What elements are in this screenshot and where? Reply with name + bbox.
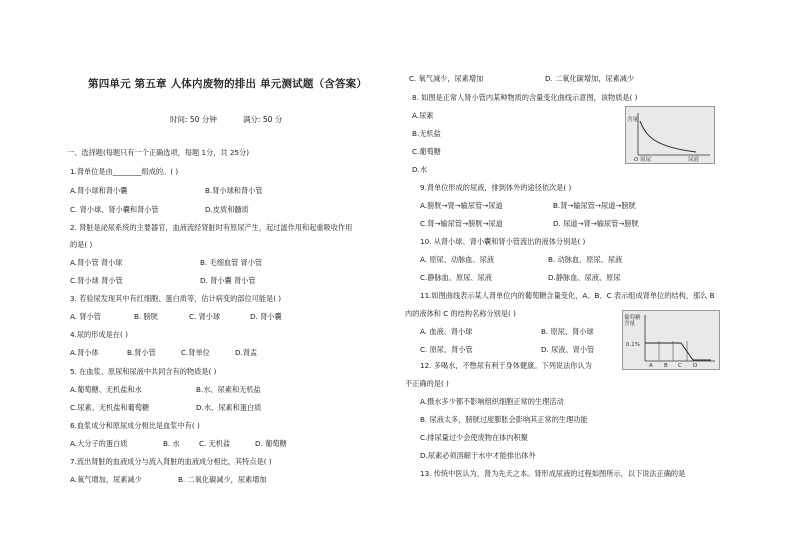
q8-x-end: 尿液 (688, 157, 700, 163)
question-2-cont: 的是( ) (70, 240, 93, 249)
option: D. 尿液、肾小管 (541, 345, 595, 354)
option: B.肾→输尿管→尿道→膀胱 (553, 201, 636, 210)
option: D. 肾小囊 肾小管 (200, 276, 256, 285)
option: C. 肾小球 (189, 312, 221, 321)
option: C.葡萄糖 (412, 147, 441, 156)
q11-tick-d: D (693, 363, 698, 369)
option: B.肾小管 (127, 348, 156, 357)
question-4: 4.尿的形成是在( ) (70, 330, 128, 339)
question-11: 11.如图曲线表示某人肾单位内的葡萄糖含量变化，A、B、C 表示组成肾单位的结构，那么 B (420, 291, 715, 300)
option: C.肾小球 肾小管 (70, 276, 123, 285)
question-13: 13. 传统中医认为，肾为先天之本。肾形成尿液的过程如图所示，以下说法正确的是 (420, 469, 686, 478)
option: C. 无机盐 (199, 439, 231, 448)
question-6: 6.血浆成分和原尿成分相比是血浆中有( ) (70, 421, 200, 430)
option: D. 尿道→肾→输尿管→膀胱 (553, 219, 639, 228)
option: D.水、尿素和蛋白质 (196, 403, 262, 412)
q11-tick-c: C (678, 363, 682, 369)
option: A. 原尿、动脉血、尿液 (420, 255, 495, 264)
option: B. 尿液太多，膀胱过度膨胀会影响其正常的生理功能 (420, 415, 588, 424)
question-10: 10. 从肾小球、肾小囊和肾小管流出的液体分别是( ) (420, 237, 586, 246)
option: C.尿素、无机盐和葡萄糖 (70, 403, 150, 412)
question-12-cont: 不正确的是( ) (405, 379, 449, 388)
option: C.静脉血、原尿、尿液 (420, 273, 492, 282)
q11-glucose-figure (622, 310, 720, 370)
option: C. 原尿、肾小管 (420, 345, 473, 354)
option: B.水、尿素和无机盐 (196, 385, 261, 394)
option: D.水 (412, 165, 428, 174)
option: A.尿素 (412, 111, 434, 120)
option: A.肾小球和肾小囊 (70, 186, 128, 195)
option: B. 水 (163, 439, 180, 448)
page-title: 第四单元 第五章 人体内废物的排出 单元测试题（含答案） (88, 78, 368, 90)
question-9: 9.肾单位形成的尿液，排到体外的途径依次是( ) (420, 183, 572, 192)
q11-tick-a: A (649, 363, 653, 369)
option: B. 二氧化碳减少，尿素增加 (178, 475, 267, 484)
decline-curve (640, 121, 696, 152)
option: D.皮质和髓质 (205, 205, 249, 214)
option: D.尿素必须溶解于水中才能排出体外 (420, 451, 536, 460)
option: A.肾小体 (70, 348, 99, 357)
option: A.肾小管 肾小球 (70, 258, 123, 267)
option: A.氧气增加，尿素减少 (70, 475, 142, 484)
option: D.静脉血、尿液、原尿 (548, 273, 621, 282)
q11-tick-b: B (664, 363, 668, 369)
question-8: 8. 如图是正常人肾小管内某种物质的含量变化曲线示意图，该物质是( ) (412, 93, 638, 102)
option: C. 氧气减少，尿素增加 (409, 74, 484, 83)
time-label: 时间: 50 分钟 (170, 115, 217, 124)
score-label: 满分: 50 分 (243, 115, 283, 124)
option: C.肾→输尿管→膀胱→尿道 (420, 219, 503, 228)
option: B.无机盐 (412, 129, 441, 138)
question-3: 3. 若验尿发现其中有红细胞、蛋白质等，估计病变的部位可能是( ) (70, 294, 282, 303)
option: D. 肾小囊 (250, 312, 282, 321)
option: D. 葡萄糖 (255, 439, 287, 448)
q11-y-label: 葡萄糖含量 (624, 315, 641, 327)
section-heading: 一、选择题(每题只有一个正确选项，每题 1分，共 25分) (67, 148, 250, 157)
option: B. 动脉血、原尿、尿液 (548, 255, 623, 264)
option: C. 肾小球、肾小囊和肾小管 (70, 205, 159, 214)
option: A.葡萄糖、无机盐和水 (70, 385, 142, 394)
option: A.摄水多少都不影响组织细胞正常的生理活动 (420, 397, 564, 406)
option: D.肾盂 (235, 348, 258, 357)
question-11-cont: 内的液体和 C 的结构名称分别是( ) (405, 309, 516, 318)
option: D. 二氧化碳增加，尿素减少 (545, 74, 635, 83)
option: C.排尿量过少会使废物在体内积聚 (420, 433, 528, 442)
question-1: 1.肾单位是由________组成的。( ) (70, 167, 179, 176)
question-12: 12. 多喝水，不憋尿有利于身体健康。下列说法你认为 (420, 361, 592, 370)
q11-level: 0.1% (626, 342, 640, 348)
q8-x-start: O 原尿 (634, 157, 652, 163)
option: B. 毛细血管 肾小管 (200, 258, 263, 267)
question-2: 2. 肾脏是泌尿系统的主要器官，血液流经肾脏时有原尿产生，起过滤作用和起重吸收作用 (70, 223, 353, 232)
option: B. 原尿、肾小球 (541, 327, 594, 336)
question-7: 7.流出肾脏的血液成分与流入肾脏的血液成分相比，其特点是( ) (70, 457, 272, 466)
option: A. 肾小管 (70, 312, 101, 321)
option: B.肾小球和肾小管 (205, 186, 263, 195)
question-5: 5. 在血浆、原尿和尿液中共同含有的物质是( ) (70, 367, 217, 376)
option: A.膀胱→肾→输尿管→尿道 (420, 201, 503, 210)
option: A.大分子的蛋白质 (70, 439, 128, 448)
q8-y-label: 含量 (627, 117, 639, 123)
option: C.肾单位 (181, 348, 210, 357)
option: B. 膀胱 (134, 312, 158, 321)
q8-concentration-curve-figure (625, 106, 715, 164)
option: A. 血液、肾小球 (420, 327, 473, 336)
glucose-curve (645, 343, 711, 360)
